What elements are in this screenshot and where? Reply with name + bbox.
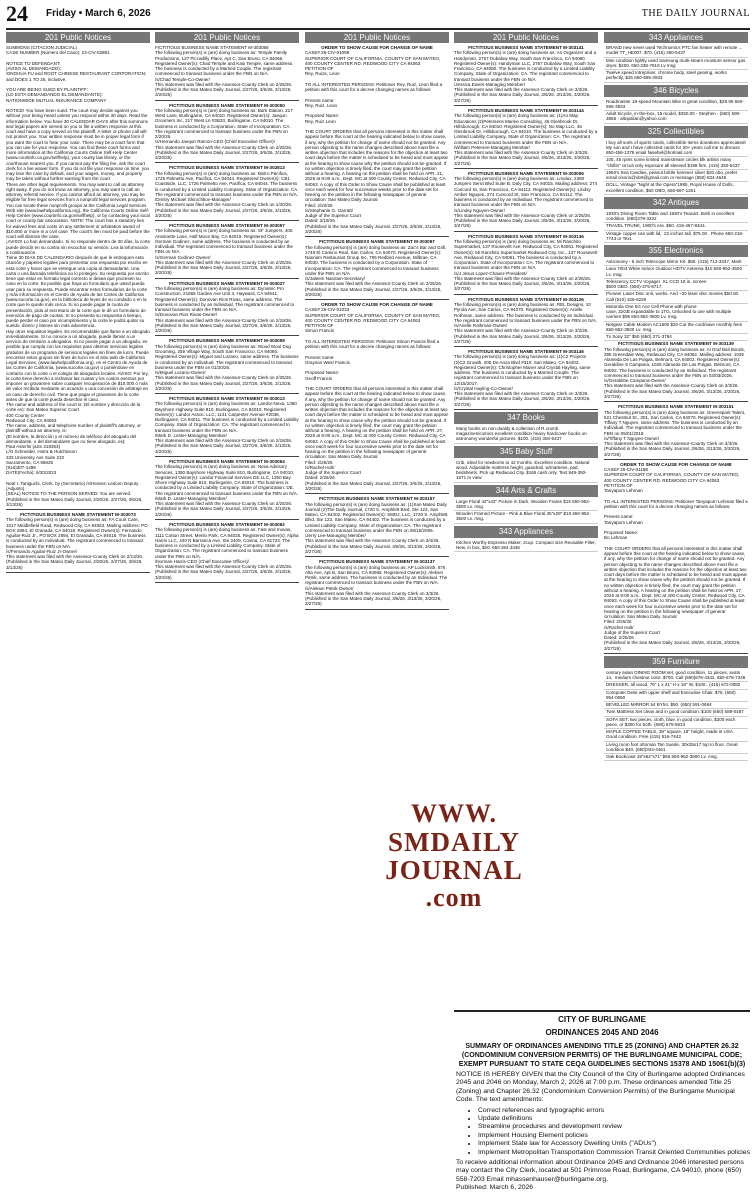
legal-notice [155, 223, 299, 279]
ad-summary: SUMMARY OF ORDINANCES AMENDING TITLE 25 (ZONING) AND CHAPTER 26.32 (CONDOMINIUM CONVERSION PERMITS) OF THE BURLINGAME MUNICIPAL CODE; EXEMPT PURSUANT TO STATE CEQA GUIDELINES SECTIONS 15378 AND 15061(b)(3) [458, 1043, 746, 1068]
classified-ad[interactable]: Vintage copper can with lid, 22 inches tall, $75.00 . Phone 650-218-7743 or Text. [604, 231, 748, 244]
classified-ad[interactable]: Large Floral 42"x42" Picture in Dark. Wooden Frame $15 650-952-3500 Lv. msg. [454, 499, 598, 512]
notice-text: The following person(s) is (are) doing business as: (1)San Mateo Daily Journal (2)The Daily Journal, 1720 S. Amphlett Blvd, Ste 123, San Mateo, CA 94402. Registered Owner(s): SMDJ, LLC, 1720 S. Amphlett Blvd, Ste 123, San Mateo, CA 94402. The business is conducted by a Limited Liability Company. State of Organization: CA. The registrant commenced to transact business under the FBN on 08/15/2006. /Jerry Lee-Managing Member/ This statement was filed with the Assessor-County Clerk on 3/4/26. (Published in the San Mateo Daily Journal, 3/6/26, 3/13/26, 3/20/26, 3/27/26) [305, 501, 448, 554]
notice-title: FICTITIOUS BUSINESS NAME STATEMENT M-303059 [169, 338, 285, 344]
ad-bullet: • Implement Housing Element policies [478, 1132, 750, 1140]
website-logo[interactable] [305, 799, 603, 912]
notice-list [604, 341, 748, 654]
ad-body: NOTICE IS HEREBY GIVEN that the City Council of the City of Burlingame adopted Ordinances 2045 and 2046 on Monday, March 2, 2026 at 7:00 p.m. These ordinances amended Title 25 (Zoning) and Chapter 26.32 (Condominium Conversion Permits) of the Burlingame Municipal Code. The text amendments: [456, 1071, 745, 1104]
classified-ad[interactable]: I buy all sorts of sports cards, collectible items donations appreciated! My son and I have collected cards for 20+ years call me to discuss 650-458-1378 email fwsebel@hotmail.com [604, 140, 748, 158]
classified-ad[interactable]: DOLL, Vintage "Night at the Opera"1985, Royal House of Dolls, excellent condition, $60 OBO, 650-697-1261 [604, 182, 748, 195]
classified-ad[interactable]: Mini condition lightly used Samsung multi-steam moisture sensor gas dryer. $200. 650-238-7919 Lv msg [604, 58, 748, 71]
logo-line: .com [425, 883, 483, 912]
legal-notice [604, 462, 748, 654]
column-header: 343 Appliances [604, 32, 748, 43]
notice-text: The following person(s) is (are) doing business as: Al Graf Bail Bonds, 395 Greendale Way, Redwood City, CA 94062. Mailing address: 1025 Alameda De Las Pulgas, Belmont, CA 94002. Registered Owner(s): Geraldine S Campana, 1025 Alameda De Las Pulgas, Belmont, CA 94002. The business is conducted by an Individual. The registrant commenced to transact business under the FBN on 03/03/2026. /s/Geraldine Campana-Owner/ This statement was filed with the Assessor-County Clerk on 3/3/26. (Published in the San Mateo Daily Journal, 3/6/26, 3/13/26, 3/20/26, 3/27/26) [604, 346, 746, 399]
logo-line: WWW. [410, 799, 498, 828]
legal-notice [454, 171, 598, 232]
ad-bullet-list [478, 1107, 750, 1157]
notice-title: FICTITIOUS BUSINESS NAME STATEMENT M-303126 [468, 296, 584, 302]
notice-text: SUMMONS (CITACION JUDICIAL) CASE NUMBER (Número del Caso): 23-CIV-02881 NOTICE TO DEFENDANT: (AVISO AL DEMANDADO): XINGHUA FU and ROOT CHINESE RESTAURANT CORPORATION; and DOES 1 TO 25, inclusive. YOU ARE BEING SUED BY PLAINTIFF: (LO ESTA DEMANDANDO EL DEMANDANTE): NATIONWIDE MUTUAL INSURANCE COMPANY NOTICE! You have been sued. The court may decide against you without your being heard unless you respond within 30 days. Read the information below. You have 30 CALENDAR DAYS after this summons and legal papers are served on you to file a written response at this court and have a copy served on the plaintiff. A letter or phone call will not protect you. Your written response must be in proper legal form if you want the court to hear your case. There may be a court form that you can use for your response. You can find these court forms and more information at the California Courts Online Self-Help Center (www.courtinfo.ca.gov/selfhelp), your county law library, or the courthouse nearest you. If you cannot pay the filing fee, ask the court clerk for a fee waiver form. If you do not file your response on time, you may lose the case by default, and your wages, money, and property may be taken without further warning from the court. There are other legal requirements. You may want to call an attorney right away. If you do not know an attorney, you may want to call an attorney referral service. If you cannot afford an attorney, you may be eligible for free legal services from a nonprofit legal services program. You can locate these nonprofit groups at the California Legal Services Web site (www.lawhelpcalifornia.org), the California Courts Online Self-Help Center (www.courtinfo.ca.gov/selfhelp), or by contacting your local court or county bar association. NOTE: The court has a statutory lien for waived fees and costs on any settlement or arbitration award of $10,000 or more in a civil case. The court's lien must be paid before the court will dismiss the case. ¡AVISO! Lo han demandado. Si no responde dentro de 30 días, la corte puede decidir en su contra sin escuchar su versión. Lea la información a continuación. Tiene 30 DIAS DE CALENDARIO después de que le entreguen esta citación y papeles legales para presentar una respuesta por escrito en esta corte y hacer que se entregue una copia al demandante. Una carta o una llamada telefónica no lo protegen. Su respuesta por escrito tiene que estar en formato legal correcto si desea que procesen su caso en la corte. Es posible que haya un formulario que usted pueda usar para su respuesta. Puede encontrar estos formularios de la corte y más información en el Centro de Ayuda de las Cortes de California (www.sucorte.ca.gov), en la biblioteca de leyes de su condado o en la corte que le quede más cerca. Si no puede pagar la cuota de presentación, pida al secretario de la corte que le dé un formulario de exención de pago de cuotas. Si no presenta su respuesta a tiempo, puede perder el caso por incumplimiento y la corte le podrá quitar su sueldo, dinero y bienes sin más advertencia. Hay otros requisitos legales. Es recomendable que llame a un abogado inmediatamente. Si no conoce a un abogado, puede llamar a un servicio de remisión a abogados. Si no puede pagar a un abogado, es posible que cumpla con los requisitos para obtener servicios legales gratuitos de un programa de servicios legales sin fines de lucro. Puede encontrar estos grupos sin fines de lucro en el sitio web de California Legal Services, (www.lawhelpcalifornia.org), en el Centro de Ayuda de las Cortes de California, (www.sucorte.ca.gov) o poniéndose en contacto con la corte o el colegio de abogados locales. AVISO: Por ley, la corte tiene derecho a reclamar las cuotas y los costos exentos por imponer un gravamen sobre cualquier recuperación de $10,000 ó más de valor recibida mediante un acuerdo o una concesión de arbitraje en un caso de derecho civil. Tiene que pagar el gravamen de la corte antes de que la corte pueda desechar el caso. The name and address of the court is: (El nombre y dirección de la corte es): San Mateo Superior Court 400 County Center Redwood City, CA 94063 The name, address, and telephone number of plaintiff's attorney, or plaintiff without an attorney, is: (El nombre, la dirección y el número de teléfono del abogado del demandante, o del demandante que no tiene abogado, es): Paul Asterlin (aSn 218353) L/O Schneider, Hotra & Hutchinson 333 University Ave Suite 210 Sacramento, CA 95825 (916)307-1498 DATE(Fecha): 6/30/2023 Neal I. Taniguchi, Clerk, by (Secretario) /s/Hessen Ledcen Deputy (Adjunto) (SEAL) NOTICE TO THE PERSON SERVED: You are served. (Published in the San Mateo Daily Journal, 2/20/26, 2/27/26, 3/6/26, 3/13/26) [6, 45, 150, 507]
masthead [6, 0, 750, 30]
legal-notice [155, 45, 299, 101]
classified-ad[interactable]: Living room foot ottoman Tan Suede, 30x25x17 top to floor. Great condition $40. (650)343-4461 [604, 742, 748, 755]
legal-notice [604, 404, 748, 460]
classified-ad[interactable]: BEVELLED MIRROR 54 BY54. $50. (650) 591-0684 [604, 702, 748, 709]
classified-ad[interactable]: Adult tricycle, in-the-box, 15 model, $350.00 - Stephen - (650) 590-3855 - altopalian@yahoo.com [604, 111, 748, 124]
column-5 [604, 32, 748, 1008]
classified-list [604, 45, 748, 83]
legal-notice [454, 45, 598, 106]
legal-notice [305, 239, 449, 300]
notice-list [155, 45, 299, 583]
notice-list [305, 45, 449, 610]
column-3 [305, 32, 449, 1112]
classified-ad[interactable]: Twelve speed Intrepriser, chrome body, steel gearing, works perfectly, $25 650-595-3933 [604, 70, 748, 83]
notice-text: The following person(s) is (are) doing business as: Lmalux, 2380 Junipero Serra Blvd Suite B, Daly City, CA 94015. Mailing address: 274 Concord St, San Francisco, CA 94112. Registered Owner(s): Lindsy Amber Nguyen, 274 Concord St, San Francisco, CA 94112. The business is conducted by an Individual. The registrant commenced to transact business under the FBN on N/A. /s/Lindsy Nguyen-Owner/ This statement was filed with the Assessor-County Clerk on 2/25/26. (Published in the San Mateo Daily Journal, 3/6/26, 3/13/26, 3/20/26, 3/27/26) [454, 176, 598, 229]
classified-ad[interactable]: Wooden Framed Picture - Pink & Blue Floral 35"x29" $10 650-952-3500 Lv. msg. [454, 511, 598, 524]
classified-ad[interactable]: DRESSER, all wood, 76" L x 31" H x 19" W, $100.. (415) 672-0082 [604, 682, 748, 689]
classified-ad[interactable]: Many books on non-duality & collection of R.crumb magazines/comics excellent condition heavy hardcover books on astronomy wonderful pictures. $100. (415) 350-5437 [454, 426, 598, 444]
notice-text: The following person(s) is (are) doing business as: AP Locksmith, 876 Alta Ave, Apt B, San Bruno, CA 94066. Registered Owner(s): Aleksei Petrik, same address. The business is conducted by an Individual. The registrant commenced to transact business under the FBN on N/A. /s/Aleksei Petrik-Owner/ This statement was filed with the Assessor-County Clerk on 3/3/26. (Published in the San Mateo Daily Journal, 3/6/26, 3/13/26, 3/20/26, 3/27/26) [305, 564, 448, 607]
notice-title: FICTITIOUS BUSINESS NAME STATEMENT M-303050 [169, 102, 285, 108]
category-header: 347 Books [454, 412, 598, 424]
classified-ad[interactable]: SOFA SET, two pieces, cloth, blue, in good condition, $200 each piece, or $300 for both. (650) 678-5533 [604, 717, 748, 730]
notice-title: ORDER TO SHOW CAUSE FOR CHANGE OF NAME [321, 45, 433, 50]
legal-notice [6, 45, 150, 510]
logo-line: SMDAILY [387, 827, 521, 857]
ad-subtitle: ORDINANCES 2045 AND 2046 [545, 1028, 659, 1037]
ad-bullet: • Streamline procedures and development review [478, 1123, 750, 1131]
newspaper-name: THE DAILY JOURNAL [641, 8, 750, 19]
classified-ad[interactable]: Tx Sony 32" $50 (650) 271-3784 [604, 334, 748, 341]
notice-title: FICTITIOUS BUSINESS NAME STATEMENT M-303027 [169, 280, 285, 286]
logo-line: JOURNAL [385, 855, 523, 885]
classified-ad[interactable]: Lava 7004 White Indoor Outdoor HDTV Antenna $10 650-952-3500 Lv. msg. [604, 266, 748, 279]
category-header: 355 Electronics [604, 245, 748, 257]
notice-title: FICTITIOUS BUSINESS NAME STATEMENT M-303097 [319, 239, 435, 245]
ad-bullet: • Implement State law for Accessory Dwelling Units ("ADUs") [478, 1140, 750, 1148]
notice-title: FICTITIOUS BUSINESS NAME STATEMENT M-303055 [468, 170, 584, 176]
notice-title: FICTITIOUS BUSINESS NAME STATEMENT M-303073 [20, 512, 136, 517]
legal-notice [155, 459, 299, 520]
notice-list [6, 45, 150, 573]
category-header: 344 Arts & Crafts [454, 485, 598, 497]
column-2 [155, 32, 299, 1112]
category-header: 345 Baby Stuff [454, 446, 598, 458]
notice-text: The following person(s) is (are) doing business as: SF Jumpers, 406 Antoinette Lane, Half Moon Bay, CA 94019. Registered Owner(s): German Godinez, same address. The business is conducted by an Individual. The registrant commenced to transact business under the FBN on N/A. /s/German Godinez-Owner/ This statement was filed with the Assessor-County Clerk on 2/25/26. (Published in the San Mateo Daily Journal, 2/27/26, 3/6/26, 3/13/26, 3/20/26) [155, 228, 293, 276]
classified-ad[interactable]: MAPLE COFFEE TABLE, 38" square, 18" height, made in USA. Good condition. Free.(415) 516-7443 [604, 729, 748, 742]
notice-text: The following person(s) is (are) doing business as: An Organizer and a Handyman, 2767 Dubalow Way, South San Francisco, CA 94080. Registered Owner(s): Handyman LLC, 2767 Dubalow Way, South San Francisco, CA 94080. The business is conducted by a Limited Liability Company, State of Organization: CA. The registrant commenced to transact business under the FBN on N/A. /Jessica Ewers-Managing Member/ This statement was filed with the Assessor-County Clerk on 3/3/26. (Published in the San Mateo Daily Journal, 3/6/26, 3/13/26, 3/20/26, 3/27/26) [454, 50, 597, 103]
legal-notice [155, 396, 299, 457]
notice-title: FICTITIOUS BUSINESS NAME STATEMENT M-303137 [319, 559, 435, 565]
classified-ad[interactable]: TRAVEL TRUNK, 1900's era. $50. 415-467-9344. [604, 223, 748, 230]
notice-text: The following person(s) is (are) doing business as: Nexa Advisory Services, 1350 Bayshore Highway Suite 810, Burlingame, CA 94010. Registered Owner(s): Landor Financial Services DE LLC, 1350 Bay Shore Highway Suite 810, Burlingame, CA 94010. The business is conducted by a Limited Liability Company. State of Organization: DE. The registrant commenced to transact business under the FBN on N/A. /Mark D. Lester-Managing Member/ This statement was filed with the Assessor-County Clerk on 2/25/26. (Published in the San Mateo Daily Journal, 2/27/26, 3/6/26, 3/13/26, 3/20/26) [155, 464, 299, 517]
notice-title: FICTITIOUS BUSINESS NAME STATEMENT M-303151 [618, 404, 734, 410]
column-header: 201 Public Notices [155, 32, 299, 43]
column-header: 201 Public Notices [305, 32, 449, 43]
notice-text: The following person(s) is (are) doing business as: (1)Ao Map Educations (2)Petersens Marine Consulting, 46 Glenbrook Dr, Hillsborough, CA 94010. Registered Owner(s): No Map LLC, 46 Glenbrook Dr, Hillsborough, CA 94010. The business is conducted by a Limited Liability Company, State of Organization: CA. The registrant commenced to transact business under the FBN on N/A. /William Petersen-Managing Member/ This statement was filed with the Assessor-County Clerk on 3/3/26. (Published in the San Mateo Daily Journal, 3/6/26, 3/13/26, 3/20/26, 3/27/26) [454, 113, 598, 166]
legal-notice [155, 522, 299, 583]
page-date: Friday • March 6, 2026 [46, 8, 151, 19]
notice-title: FICTITIOUS BUSINESS NAME STATEMENT M-303062 [169, 521, 285, 527]
category-header: 346 Bicycles [604, 85, 748, 97]
ad-title: CITY OF BURLINGAME [558, 1015, 646, 1024]
column-header: 201 Public Notices [6, 32, 150, 43]
notice-text: The following person(s) is (are) doing business as: Wood Wool Dog Grooming, 259 Village Way, South San Francisco, CA 94080. Registered Owner(s): Miguel and Lozano, same address. The business is conducted by an Individual. The registrant commenced to transact business under the FBN on 01/20/26. /s/Miguel Lozano-Owner/ This statement was filed with the Assessor-County Clerk on 2/25/26. (Published in the San Mateo Daily Journal, 2/27/26, 3/6/26, 3/13/26, 3/20/26) [155, 343, 299, 391]
notice-text: The following person(s) is (are) doing business as: REL Designs, 10 Pyrola Ave, San Carlos, CA 94070. Registered Owner(s): Arielle Rothman, same address. The business is conducted by an Individual. The registrant commenced to transact business under the FBN on N/A. /s/Arielle Rothman-Owner/ This statement was filed with the Assessor-County Clerk on 3/2/26. (Published in the San Mateo Daily Journal, 3/6/26, 3/13/26, 3/20/26, 3/27/26) [454, 302, 598, 344]
legal-notice [305, 302, 449, 494]
notice-text: CASE# 26-CIV-01033 SUPERIOR COURT OF CALIFORNIA, COUNTY OF SAN MATEO, 400 COUNTY CENTER RD. REDWOOD CITY CA 94063 PETITION OF Simon Francis TO ALL INTERESTED PERSONS: Petitioner Simon Francis filed a petition with this court for a decree changing names as follows: Present name: Grayson West Francis Proposed Name: Geoff Francis THE COURT ORDERS that all persons interested in this matter shall appear before this court at the hearing indicated below to show cause, if any, why the petition for change of name should not be granted. Any person objecting to the name changes described above must file a written objection that includes the reasons for the objection at least two court days before the matter is scheduled to be heard and must appear at the hearing to show cause why the petition should not be granted. If no written objection is timely filed, the court may grant the petition without a hearing. A hearing on the petition shall be held on APR. 27, 2026 at 9:00 a.m., Dept. MC at 400 County Center, Redwood City, CA 94063. A copy of this Order to Show Cause shall be published at least once each week for four successive weeks prior to the date set for hearing on the petition in the following newspaper of general circulation: San Mateo Daily Journal Filed: 2/26/26 /s/Rachel Holt/ Judge of the Superior Court Dated: 2/25/26 (Published in the San Mateo Daily Journal, 2/27/26, 3/6/26, 3/13/26, 3/20/26) [305, 307, 449, 491]
legal-notice [454, 297, 598, 347]
page-number: 24 [6, 1, 28, 26]
notice-text: The following person(s) is (are) doing business as: Greenspark Talent, 621 Chestnut St., 301, San Carlos, CA 94070. Registered Owner(s): Tiffany T Nguyen, same address. The business is conducted by an Individual. The registrant commenced to transact business under the FBN on 05/01/2018. /s/Tiffany T Nguyen-Owner/ This statement was filed with the Assessor-County Clerk on 3/3/26. (Published in the San Mateo Daily Journal, 3/6/26, 3/13/26, 3/20/26, 3/27/26) [604, 409, 746, 457]
column-header: 201 Public Notices [454, 32, 598, 43]
legal-notice [305, 559, 449, 609]
legal-notice [6, 512, 150, 573]
legal-notice [454, 349, 598, 410]
notice-text: The following person(s) is (are) doing business as: Bark Station, 217 West Lane, Burlingame, CA 94010. Registered Owner(s): Jaequn Groomers Inc, 217 West Ln #3B33, Burlingame, CA 94010. The business is conducted by a Corporation. State of Incorporation: CA. The registrant commenced to transact business under the FBN on 2/20/26. /s/Hernando Jaequn Ramon-CEO (Chief Executive Officer)/ This statement was filed with the Assessor-County Clerk on 2/25/26. (Published in the San Mateo Daily Journal, 2/27/26, 3/6/26, 3/13/26, 3/20/26) [155, 107, 293, 161]
legal-notice [604, 341, 748, 402]
legal-notice [155, 281, 299, 337]
legal-notice [155, 338, 299, 394]
notice-text: FICTITIOUS BUSINESS NAME STATEMENT M-303066 The following person(s) is (are) doing business as: Temple Family Productions, 127 Piccadilly Place, Apt C, San Bruno, CA 94066. Registered Owner(s): Chad Temple and Kasi Temple, same address. The business is conducted by a Married Couple. The registrant commenced to transact business under the FBN on N/A. /s/Chad Temple-Co-Owner/ This statement was filed with the Assessor-County Clerk on 2/25/26. (Published in the San Mateo Daily Journal, 2/27/26, 3/6/26, 3/13/26, 3/20/26) [155, 45, 294, 98]
notice-title: ORDER TO SHOW CAUSE FOR CHANGE OF NAME [321, 302, 433, 308]
classified-ad[interactable]: Oak Bookcase 19"x62"x71" $65 650-952-3500 Lv. msg. [604, 754, 748, 761]
classified-ad[interactable]: 105, 45 rpms some limited mainstream circles blk artists many "chillin" circuit only exposure all sleeved $199 firm. (415) 350-5437 [604, 157, 748, 170]
notice-text: The following person(s) is (are) doing business as: Bistro Pacifica, 1726 Palmetto Ave, Pacifica, CA 94044. Registered Owner(s): CB1 Coastside, LLC, 1726 Palmetto Ave, Pacifica, CA 94044. The business is conducted by a Limited Liability Company. State of Organization: CA. The registrant commenced to transact business under the FBN on N/A. /Dmitry Michael Shirochkov-Manager/ This statement was filed with the Assessor-County Clerk on 1/30/26. (Published in the San Mateo Daily Journal, 2/27/26, 3/6/26, 3/13/26, 3/20/26) [155, 170, 299, 218]
notice-title: FICTITIOUS BUSINESS NAME STATEMENT M-303141 [468, 45, 584, 50]
notice-title: FICTITIOUS BUSINESS NAME STATEMENT M-303057 [169, 223, 285, 229]
notice-title: FICTITIOUS BUSINESS NAME STATEMENT M-303136 [468, 233, 584, 239]
legal-notice [454, 108, 598, 169]
category-header: 343 Appliances [454, 526, 598, 538]
classified-list [454, 412, 598, 552]
classified-ad[interactable]: Netgear Cable Modem AC1600 $20 Cut the cord/save monthly fees 650-952-3500 Lv. msg. [604, 322, 748, 335]
classified-ad[interactable]: Telescency CCTV Voyager XL CCD 18 in. screen $500 OBO. (650)-375-8717. [604, 279, 748, 292]
ad-bullet: • Implement Metropolitan Transportation Commission Transit Oriented Communities policies [478, 1149, 750, 1157]
classified-ad[interactable]: BRAND new never used Technomics PTC fan heater with remote ... model TT_HE007. $70. (415) 350-5437 [604, 45, 748, 58]
legal-notice [305, 45, 449, 237]
classified-ad[interactable]: Roadmaster 18-speed Mountain Bike in great condition, $29.95 650-595-3933 [604, 99, 748, 112]
notice-text: The following person(s) is (are) doing business as: Mi Ranchito Supermarket, 137 Roosevelt Ave, Redwood City, CA 94061. Registered Owner(s): Mi Ranchito Supermarket Redwood City, Inc., 137 Roosevelt Ave, Redwood City, CA 94061. The business is conducted by a Corporation. State of Incorporation: CA. The registrant commenced to transact business under the FBN on N/A. /s/J Jesus Lopez-Chavez-President/ This statement was filed with the Assessor-County Clerk on 2/26/26. (Published in the San Mateo Daily Journal, 3/6/26, 3/13/26, 3/20/26, 3/27/26) [454, 239, 598, 292]
notice-text: The following person(s) is (are) doing business as: Zac's Bar and Grill, 1748 El Camino Real, San Carlos, CA 94070. Registered Owner(s): Nasriam Restaurant Group Inc, 706 Redbird Avenue, Milbrae, CA 94030. The business is conducted by a Corporation. State of Incorporation: CA. The registrant commenced to transact business under the FBN on N/A. /s/Jaleem Nasriam-Secretary/ This statement was filed with the Assessor-County Clerk on 2/25/26. (Published in the San Mateo Daily Journal, 2/27/26, 3/6/26, 3/13/26, 3/20/26) [305, 244, 447, 297]
classified-ad[interactable]: 1930's Dining Room Table and 1930's Teacart. Both in excellent condition. (650)279-3222 [604, 211, 748, 224]
notice-text: The following person(s) is (are) doing business as: Fast and Inovas, 1111 Cotton Street, Menlo Park, CA 94025. Registered Owner(s): Alpha Harris LLC, 440 N Barranca Ave, Ste 2409, Covina, CA 91723. The business is conducted by a Limited Liability Company. State of Organization: CA. The registrant commenced to transact business under the FBN on N/A. /Norman Harris-CEO (Chief Executive Officer)/ This statement was filed with the Assessor-County Clerk on 2/25/26. (Published in the San Mateo Daily Journal, 2/27/26, 3/6/26, 3/13/26, 3/20/26) [155, 527, 299, 580]
classified-ad[interactable]: 1950's Sea Candies, peanut brittle hammer silver $20 obo, prefer email cisorio@ob9@gmail.com or message (650) 834-4649 [604, 170, 748, 183]
classified-list [604, 656, 748, 762]
classified-ad[interactable]: century asian DINING ROOM set, good condition, 11 pieces, seats 14, medium chestnut color. $700. Call (650)678-4342, 650-678-7346 [604, 670, 748, 683]
notice-title: FICTITIOUS BUSINESS NAME STATEMENT M-303064 [169, 458, 285, 464]
notice-title: ORDER TO SHOW CAUSE FOR CHANGE OF NAME [620, 461, 732, 467]
notice-title: FICTITIOUS BUSINESS NAME STATEMENT M-303157 [319, 496, 435, 502]
city-ordinance-ad [454, 1010, 750, 1192]
notice-text: CASE# 26-CIV-01095 SUPERIOR COURT OF CALIFORNIA, COUNTY OF SAN MATEO, 400 COUNTY CENTER RD. REDWOOD CITY CA 94063 PETITION OF Rey, Ruize, Leon TO ALL INTERESTED PERSONS: Petitioner Rey, Ruiz, Leon filed a petition with this court for a decree changing names as follows: Present name: Rey, Ruiz, Leon Proposed Name: Rey, Ruiz Leon THE COURT ORDERS that all persons interested in this matter shall appear before this court at the hearing indicated below to show cause, if any, why the petition for change of name should not be granted. Any person objecting to the name changes described above must file a written objection that includes the reasons for the objection at least two court days before the matter is scheduled to be heard and must appear at the hearing to show cause why the petition should not be granted. If no written objection is timely filed, the court may grant the petition without a hearing. A hearing on the petition shall be held on APR. 21, 2026 at 9:00 a.m., Dept. MC at 400 County Center, Redwood City, CA 94063. A copy of this Order to Show Cause shall be published at least once each week for four successive weeks prior to the date set for hearing on the petition in the following newspaper of general circulation: San Mateo Daily Journal Filed: 2/20/26 /s/Stephanie G. Garratt/ Judge of the Superior Court Dated: 2/19/26 (Published in the San Mateo Daily Journal, 2/27/26, 3/6/26, 3/13/26, 3/20/26) [305, 50, 449, 234]
category-header: 325 Collectibles [604, 126, 748, 138]
notice-list [454, 45, 598, 410]
classified-ad[interactable]: Pioneer Laser Disc unit, works. And ~20 laser disc movies $50.00. Call (510) 326-6229 [604, 291, 748, 304]
ad-bullet: • Update definitions [478, 1115, 750, 1123]
classified-ad[interactable]: Astronomy - 6 inch Telescope Mirror Kit. $65. (415) 713-3347, Mark [604, 259, 748, 266]
classified-ad[interactable]: Crib, Ideal for newborns to 42 months. Excellent condition. Natural wood. Adjustable mattress height, guardrail, w/mattress, pad, bedsheets. Pick up Redwood City. $165 cash only. Text 949-350-1671 to view [454, 460, 598, 483]
category-header: 342 Antiques [604, 197, 748, 209]
classified-ad[interactable]: Computer Desk with upper shelf and Executive Chair. $75. (650) 954-0650 [604, 690, 748, 703]
legal-notice [305, 496, 449, 557]
ad-bullet: • Correct references and typographic errors [478, 1107, 750, 1115]
ad-published: Published: March 6, 2026 [456, 1184, 534, 1192]
classified-ad[interactable]: Motorola One 5G Ace Cell Phone with phone case, 32GB expandable to 1TG, Unlocked to use with multiple carriers $95 650-952-3500 Lv. msg. [604, 304, 748, 322]
legal-notice [155, 103, 299, 164]
notice-title: FICTITIOUS BUSINESS NAME STATEMENT M-303144 [468, 107, 584, 113]
category-header: 359 Furniture [604, 656, 748, 668]
notice-text: The following person(s) is (are) doing business as: Landor-Nexa, 1350 Bayshore Highway Suite 810, Burlingame, CA 94010. Registered Owner(s): Landor Assoc. LLC, 1141 Carpenter Avenue #2038, Burlingame, CA 94011. The business is conducted by a Limited Liability Company. State of Organization: CA. The registrant commenced to transact business under the FBN on N/A. /Mark D. Lester-Managing Member/ This statement was filed with the Assessor-County Clerk on 2/18/26. (Published in the San Mateo Daily Journal, 2/27/26, 3/6/26, 3/13/26, 3/20/26) [155, 401, 299, 454]
notice-title: FICTITIOUS BUSINESS NAME STATEMENT M-303146 [468, 349, 584, 355]
notice-text: CASE# 26-CIV-01188 SUPERIOR COURT OF CALIFORNIA, COUNTY OF SAN MATEO, 400 COUNTY CENTER RD. REDWOOD CITY CA 94063 PETITION OF Tanyapom Lehman TO ALL INTERESTED PERSONS: Petitioner Tanyapom Lehman filed a petition with this court for a decree changing names as follows: Present name: Tanyapom Lehman Proposed Name: Bo Lehman THE COURT ORDERS that all persons interested in this matter shall appear before this court at the hearing indicated below to show cause, if any, why the petition for change of name should not be granted. Any person objecting to the name changes described above must file a written objection that includes the reasons for the objection at least two court days before the matter is scheduled to be heard and must appear at the hearing to show cause why the petition should not be granted. If no written objection is timely filed, the court may grant the petition without a hearing. A hearing on the petition shall be held on APR. 27, 2026 at 9:00 a.m., Dept. MC at 400 County Center, Redwood City, CA 94063. A copy of this Order to Show Cause shall be published at least once each week for four successive weeks prior to the date set for hearing on the petition in the following newspaper of general circulation: San Mateo Daily Journal Filed: 2/26/26 /s/Rachel Holt/ Judge of the Superior Court Dated: 2/25/26 (Published in the San Mateo Daily Journal, 3/6/26, 3/13/26, 3/20/26, 3/27/26) [604, 467, 748, 651]
classified-ad[interactable]: Kitchen Worthy Espresso Maker, 2cup. Compact size Reusable Filter, New, in box, $20. 650.364.3436 [454, 540, 598, 553]
legal-notice [454, 234, 598, 295]
notice-title: FICTITIOUS BUSINESS NAME STATEMENT M-303013 [169, 396, 285, 402]
column-1 [6, 32, 150, 1112]
notice-text: The following person(s) is (are) doing business as: (1)C2 Projects (2)C2 Growth, 205 De Anza Blvd #310, San Mateo, CA 94402. Registered Owner(s): Christopher Maner and Crystal Hayling, same address. The business is conducted by a Married Couple. The registrant commenced to transact business under the FBN on 12/15/2017. /s/Crystal Hayling-Co-Owner/ This statement was filed with the Assessor-County Clerk on 3/3/26. (Published in the San Mateo Daily Journal, 3/6/26, 3/13/26, 3/20/26, 3/27/26) [454, 354, 591, 407]
ad-closing: To receive additional information about Ordinance 2045 and Ordinance 2046 interested persons may contact the City Clerk, located at 501 Primrose Road, Burlingame, CA 94010, phone (650) 558-7203 Email mhassenhauser@burlingame.org. [456, 1159, 744, 1183]
classified-ad[interactable]: Twin Mattress Set clean and in good condition. $100 (650) 588-0487 [604, 709, 748, 716]
legal-notice [155, 165, 299, 221]
notice-title: FICTITIOUS BUSINESS NAME STATEMENT M-302813 [169, 165, 285, 171]
notice-title: FICTITIOUS BUSINESS NAME STATEMENT M-303139 [618, 341, 734, 347]
notice-text: The following person(s) is (are) doing business as: FA Court Care, 1017 Middlefield Road, Redwood City, CA 94063. Mailing address: PO BOX 2894, El Granada, CA 94018. Registered Owner(s): Fernando Aguilar-Ruiz Jr., PO BOX 2894, El Granada, CA 94018. The business is conducted by an Individual. The registrant commenced to transact business under the FBN on N/A. /s/Fernando Aguilar-Ruiz Jr-Owner/ This statement was filed with the Assessor-County Clerk on 2/13/26. (Published in the San Mateo Daily Journal, 2/20/26, 2/27/26, 3/6/26, 3/13/26) [6, 517, 148, 570]
notice-text: The following person(s) is (are) doing business as: Dynamic Pro Construction, 21665 Garden Ave Unit 3, Hayward, CA 94541. Registered Owner(s): Donovan Rios Rivas, same address. The business is conducted by an Individual. The registrant commenced to transact business under the FBN on N/A. /s/Donovan Rios Rivas-Owner/ This statement was filed with the Assessor-County Clerk on 2/19/26. (Published in the San Mateo Daily Journal, 2/27/26, 3/6/26, 3/13/26, 3/20/26) [155, 286, 295, 334]
